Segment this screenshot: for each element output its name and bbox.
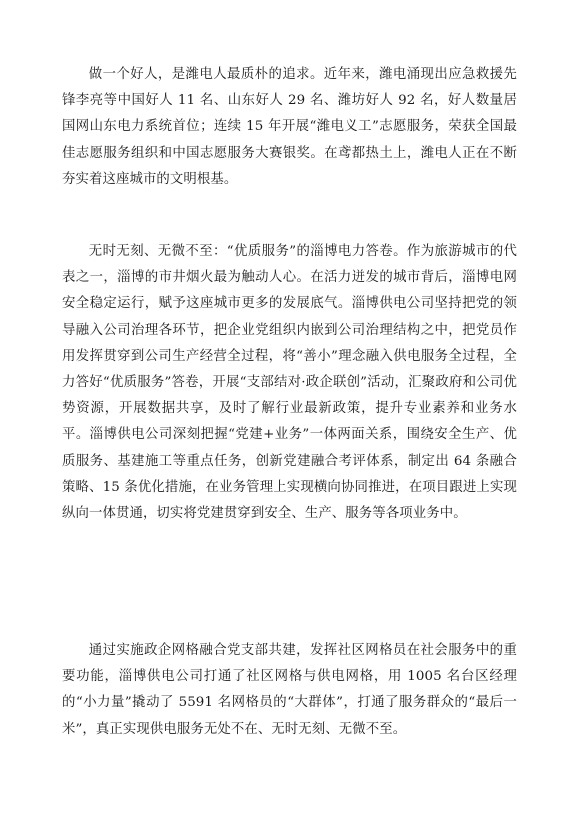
paragraph-grid-co-building: 通过实施政企网格融合党支部共建，发挥社区网格员在社会服务中的重要功能，淄博供电公司打通了社区网格与供电网格，用 1005 名台区经理的“小力量”撬动了 5591 名网格员的“大群体”，打通了服务群众的“最后一米”，真正实现供电服务无处不在、无时无刻、无微不至。 <box>62 643 517 737</box>
paragraph-weidian-good-people: 做一个好人，是潍电人最质朴的追求。近年来，潍电涌现出应急救援先锋李亮等中国好人 11 名、山东好人 29 名、潍坊好人 92 名，好人数量居国网山东电力系统首位；连续 15 年开展“潍电义工”志愿服务，荣获全国最佳志愿服务组织和中国志愿服务大赛银奖。在鸢都热土上，潍电人正在不断夯实着这座城市的文明根基。 <box>62 67 517 187</box>
paragraph-zibo-quality-service: 无时无刻、无微不至：“优质服务”的淄博电力答卷。作为旅游城市的代表之一，淄博的市井烟火最为触动人心。在活力迸发的城市背后，淄博电网安全稳定运行，赋予这座城市更多的发展底气。淄博供电公司坚持把党的领导融入公司治理各环节，把企业党组织内嵌到公司治理结构之中，把党员作用发挥贯穿到公司生产经营全过程，将“善小”理念融入供电服务全过程，全力答好“优质服务”答卷，开展“支部结对·政企联创”活动，汇聚政府和公司优势资源，开展数据共享，及时了解行业最新政策，提升专业素养和业务水平。淄博供电公司深刻把握“党建+业务”一体两面关系，围绕安全生产、优质服务、基建施工等重点任务，创新党建融合考评体系，制定出 64 条融合策略、15 条优化措施，在业务管理上实现横向协同推进，在项目跟进上实现纵向一体贯通，切实将党建贯穿到安全、生产、服务等各项业务中。 <box>62 244 517 522</box>
